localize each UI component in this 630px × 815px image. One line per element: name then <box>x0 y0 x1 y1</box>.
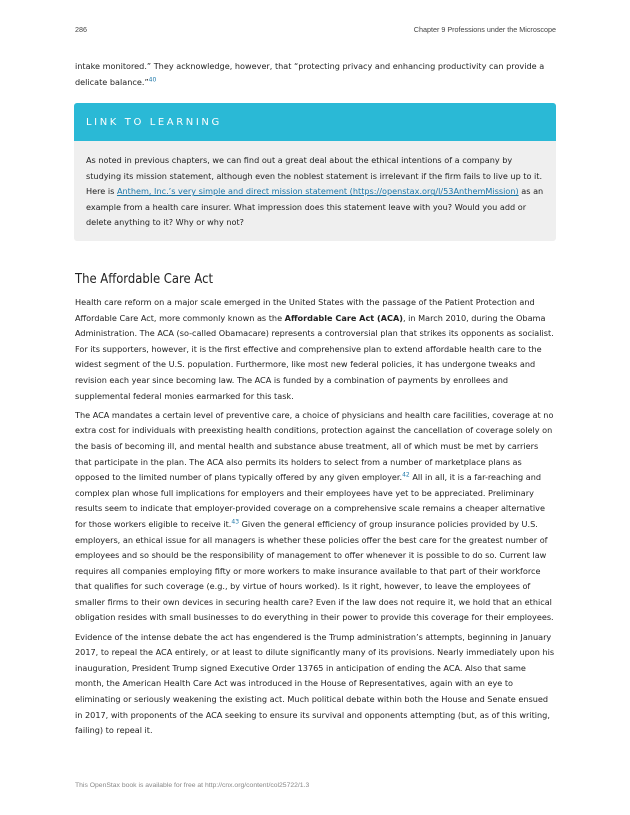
footnote-ref-40[interactable]: 40 <box>148 75 157 83</box>
ltl-text-after: as an example from a health care insurer. What impression does this statement leave with you? Would you add or delete anything to it? Why or why not? <box>86 186 544 228</box>
chapter-title: Chapter 9 Professions under the Microscope <box>413 25 556 34</box>
p2-part-c: Given the general efficiency of group insurance policies provided by U.S. employers, an ethical issue for all managers is whether these policies offer the best care for the greatest number of employees and so should be the responsibility of management to offer whenever it is possible to do so. Current law requires all companies employing fifty or more workers to make insurance available to that part of their workforce that qualifies for such coverage (e.g., by virtue of hours worked). Is it right, however, to leave the employees of smaller firms to their own devices in securing health care? Even if the law does not require it, we hold that an ethical obligation resides with small businesses to do everything in their power to provide this coverage for their employees. <box>75 518 554 623</box>
p2-part-a: The ACA mandates a certain level of preventive care, a choice of physicians and health care facilities, coverage at no extra cost for individuals with preexisting health conditions, protection against the cancellation of coverage solely on the basis of becoming ill, and mental health and substance abuse treatment, all of which must be met by carriers that participate in the plan. The ACA also permits its holders to select from a number of marketplace plans as opposed to the limited number of plans typically offered by any given employer. <box>75 409 554 483</box>
paragraph-2 <box>75 408 557 626</box>
key-term-aca: Affordable Care Act (ACA) <box>284 312 403 323</box>
paragraph-3: Evidence of the intense debate the act has engendered is the Trump administration’s attempts, beginning in January 2017, to repeal the ACA entirely, or at least to dilute significantly many of its provisions. Nearly immediately upon his inauguration, President Trump signed Executive Order 13765 in anticipation of ending the ACA. Also that same month, the American Health Care Act was introduced in the House of Representatives, again with an eye to eliminating or seriously weakening the existing act. Much political debate within both the House and Senate ensued in 2017, with proponents of the ACA seeking to ensure its survival and opponents attempting (but, as of this writing, failing) to repeal it. <box>75 631 555 736</box>
page-number: 286 <box>75 25 87 34</box>
intro-text: intake monitored.” They acknowledge, however, that “protecting privacy and enhancing productivity can provide a delicate balance.” <box>75 61 545 87</box>
footnote-ref-42[interactable]: 42 <box>402 471 410 479</box>
page-footer: This OpenStax book is available for free at http://cnx.org/content/col25722/1.3 <box>75 782 310 789</box>
page-header <box>75 25 556 37</box>
paragraph-1 <box>75 295 557 404</box>
link-to-learning-heading: LINK TO LEARNING <box>74 103 556 141</box>
link-to-learning-text <box>86 153 545 231</box>
intro-paragraph <box>75 59 557 90</box>
p1-before: Health care reform on a major scale emerged in the United States with the passage of the Patient Protection and Affordable Care Act, more commonly known as the <box>75 297 535 323</box>
section-body <box>75 295 557 742</box>
footnote-ref-43[interactable]: 43 <box>231 518 240 526</box>
anthem-mission-link[interactable]: Anthem, Inc.’s very simple and direct mission statement (https://openstax.org/l/53AnthemMission) <box>116 186 519 197</box>
p1-after: , in March 2010, during the Obama Administration. The ACA (so-called Obamacare) represents a controversial plan that strikes its opponents as socialist. For its supporters, however, it is the first effective and comprehensive plan to extend affordable health care to the widest segment of the U.S. population. Furthermore, like most new federal policies, it has undergone tweaks and revision each year since becoming law. The ACA is funded by a combination of payments by enrollees and supplemental federal monies earmarked for this task. <box>75 312 554 401</box>
ltl-text-before: As noted in previous chapters, we can find out a great deal about the ethical intentions of a company by studying its mission statement, although even the noblest statement is irrelevant if the firm fails to live up to it. Here is <box>86 155 543 197</box>
link-to-learning-box <box>74 103 556 241</box>
section-title: The Affordable Care Act <box>75 272 214 287</box>
p2-part-b: All in all, it is a far-reaching and complex plan whose full implications for employers and their employees have yet to be appreciated. Preliminary results seem to indicate that employer-provided coverage on a comprehensive scale remains a cheaper alternative for those workers eligible to receive it. <box>75 472 545 529</box>
